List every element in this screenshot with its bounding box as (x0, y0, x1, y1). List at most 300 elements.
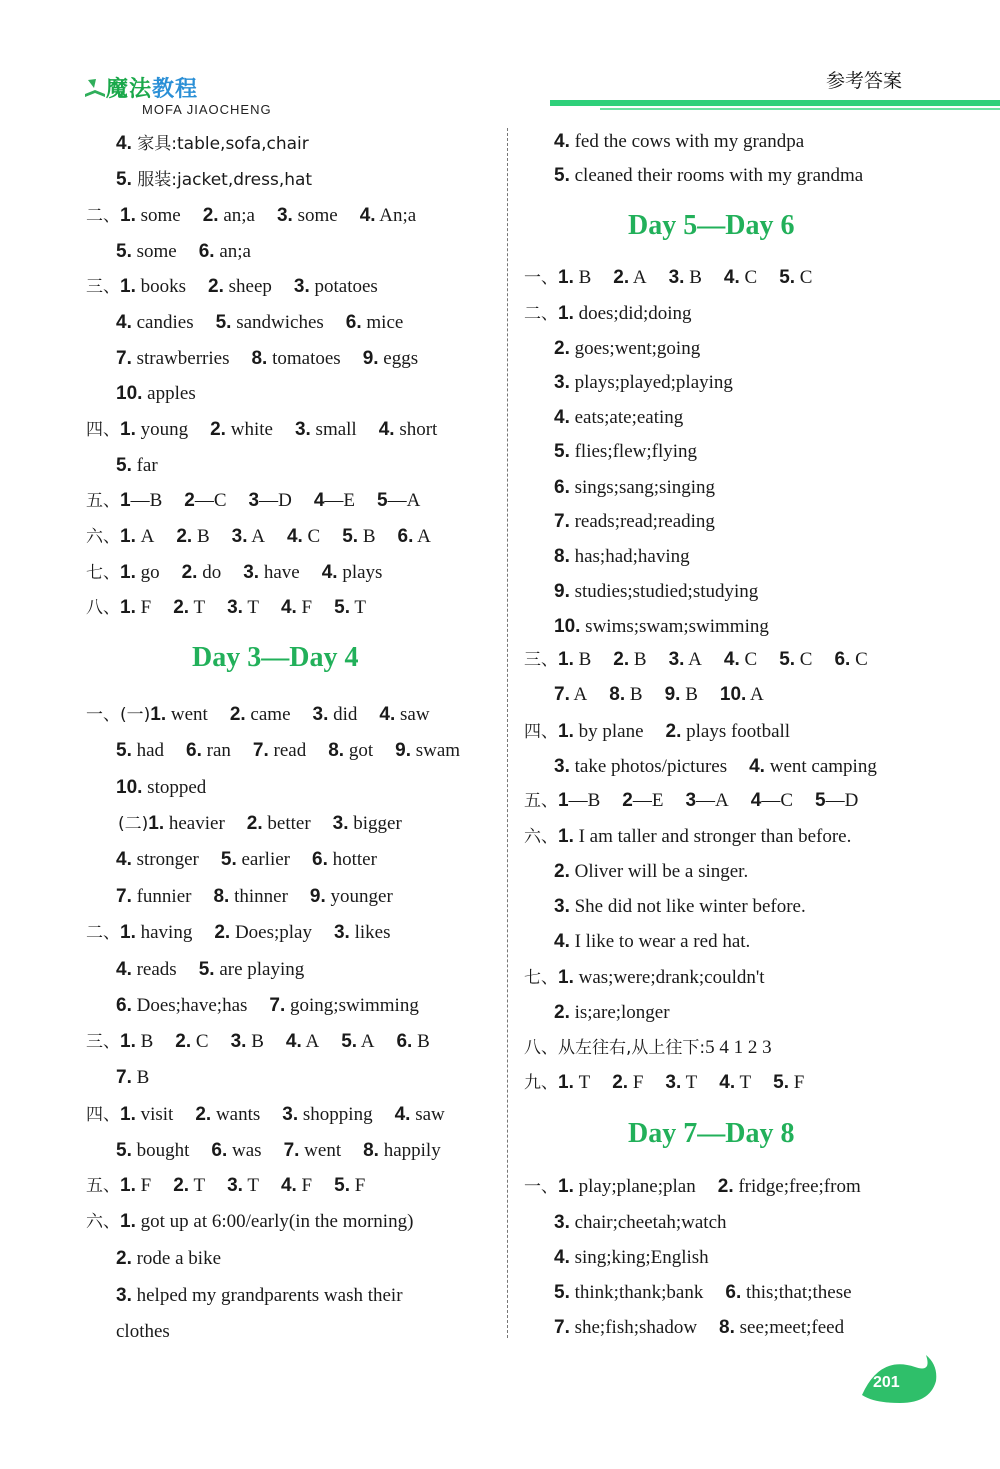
question-number: 四、 (524, 722, 558, 742)
answer-text: T (573, 1072, 591, 1093)
item-number: 4. (554, 131, 570, 152)
item-number: 2. (665, 721, 682, 742)
section-title: 参考答案 (826, 70, 903, 92)
answer-line (554, 337, 700, 361)
item-number: 3. (227, 597, 243, 618)
answer-text: C (302, 526, 321, 547)
item-number: 6. (116, 995, 132, 1016)
answer-text: —E (324, 490, 356, 511)
day-heading: Day 3—Day 4 (192, 642, 359, 673)
answer-line (116, 382, 196, 406)
answer-line (116, 132, 309, 156)
item-number: 6. (554, 477, 570, 498)
answer-text: helped my grandparents wash their (131, 1285, 403, 1306)
item-number: 3 (248, 490, 260, 511)
item-number: 1. (558, 303, 574, 324)
answer-text: wants (211, 1104, 261, 1125)
item-number: 8. (213, 886, 230, 907)
item-number: 3. (554, 896, 570, 917)
item-number: 2. (210, 419, 226, 440)
answer-line (116, 240, 251, 264)
item-number: 3. (276, 205, 293, 226)
answer-line (86, 525, 431, 549)
answer-line (116, 1284, 403, 1308)
answer-line (116, 776, 206, 800)
answer-text: some (292, 205, 338, 226)
answer-text: clothes (116, 1321, 170, 1342)
question-number: 一、(一) (86, 705, 151, 725)
item-number: 2. (554, 1002, 570, 1023)
item-number: 5. (220, 849, 237, 870)
answer-text: cleaned their rooms with my grandma (569, 165, 864, 186)
answer-text: bigger (348, 813, 402, 834)
answer-text: plays (337, 562, 383, 583)
question-number: 八、从左往右,从上往下: (524, 1038, 706, 1058)
item-number: 4. (394, 1104, 411, 1125)
item-number: 5. (773, 1072, 790, 1093)
answer-text: —C (194, 490, 227, 511)
answer-text: 5 4 1 2 3 (705, 1037, 772, 1058)
answer-text: an;a (214, 241, 251, 262)
answer-text: are playing (214, 959, 305, 980)
answer-text: B (629, 649, 647, 670)
item-number: 3. (294, 419, 311, 440)
answer-text: —E (632, 790, 664, 811)
item-number: 5. (116, 169, 132, 190)
item-number: 5. (334, 1175, 350, 1196)
item-number: 5. (116, 241, 132, 262)
answer-text: C (850, 649, 868, 670)
item-number: 4. (554, 407, 570, 428)
answer-text: rode a bike (131, 1248, 222, 1269)
answer-text: A (569, 684, 588, 705)
item-number: 6. (834, 649, 851, 670)
item-number: 1. (120, 562, 136, 583)
answer-text: stronger (131, 849, 199, 870)
question-number: 六、 (86, 527, 120, 547)
answer-line (524, 1036, 772, 1060)
answer-text: got (344, 740, 374, 761)
answer-text: F (628, 1072, 644, 1093)
answer-line (116, 311, 403, 335)
item-number: 7. (252, 740, 269, 761)
answer-text: see;meet;feed (734, 1317, 845, 1338)
answer-text: tomatoes (267, 348, 341, 369)
answer-text: —D (825, 790, 859, 811)
answer-text: swam (410, 740, 461, 761)
question-number: 五、 (86, 491, 120, 511)
answer-text: C (795, 267, 813, 288)
item-number: 6. (186, 740, 202, 761)
answer-line (554, 580, 758, 604)
answer-text: F (135, 597, 152, 618)
question-number: (二) (118, 814, 149, 834)
answer-text: studies;studied;studying (569, 581, 759, 602)
item-number: 7. (554, 1317, 570, 1338)
answer-text: chair;cheetah;watch (569, 1212, 727, 1233)
answer-line (118, 812, 402, 836)
answer-text: had (131, 740, 165, 761)
answer-text: she;fish;shadow (569, 1317, 698, 1338)
question-number: 六、 (524, 827, 558, 847)
item-number: 1. (120, 205, 136, 226)
item-number: 1. (120, 1211, 136, 1232)
answer-text: fridge;free;from (733, 1176, 861, 1197)
item-number: 7. (554, 511, 570, 532)
question-number: 四、 (86, 1105, 120, 1125)
answer-text: B (358, 526, 376, 547)
answer-text: T (242, 1175, 259, 1196)
item-number: 1. (120, 1104, 136, 1125)
answer-text: saw (410, 1104, 445, 1125)
answer-text: got up at 6:00/early(in the morning) (135, 1211, 414, 1232)
item-number: 4. (723, 649, 740, 670)
item-number: 7. (116, 348, 132, 369)
item-number: 7. (283, 1140, 300, 1161)
answer-text: visit (135, 1104, 174, 1125)
item-number: 9. (554, 581, 570, 602)
item-number: 10. (554, 616, 581, 637)
answer-text: B (625, 684, 643, 705)
item-number: 4. (359, 205, 376, 226)
answer-line (554, 510, 715, 534)
question-number: 一、 (524, 1177, 558, 1197)
item-number: 4 (750, 790, 762, 811)
item-number: 5. (334, 597, 350, 618)
answer-line (116, 848, 377, 872)
answer-text: is;are;longer (569, 1002, 670, 1023)
page-number-badge (860, 1345, 940, 1405)
answer-text: potatoes (309, 276, 378, 297)
item-number: 5. (341, 1031, 358, 1052)
answer-line (86, 703, 430, 727)
item-number: 8. (609, 684, 626, 705)
item-number: 4. (116, 133, 132, 154)
answer-line (86, 418, 437, 442)
answer-line (86, 489, 420, 513)
answer-text: books (135, 276, 187, 297)
question-number: 三、 (86, 277, 120, 297)
answer-line (116, 347, 418, 371)
answer-line (554, 1001, 670, 1025)
item-number: 8. (251, 348, 268, 369)
answer-text: shopping (298, 1104, 373, 1125)
answer-line (524, 1071, 804, 1095)
answer-text: C (739, 267, 758, 288)
question-number: 八、 (86, 598, 120, 618)
answer-line (116, 739, 460, 763)
answer-line (116, 1139, 441, 1163)
answer-line (554, 930, 750, 954)
item-number: 5. (554, 165, 570, 186)
answer-text: C (191, 1031, 209, 1052)
item-number: 3. (554, 1212, 570, 1233)
item-number: 3. (243, 562, 260, 583)
item-number: 3 (685, 790, 697, 811)
answer-text: T (242, 597, 259, 618)
item-number: 5. (116, 1140, 132, 1161)
item-number: 6. (345, 312, 362, 333)
answer-text: by plane (573, 721, 644, 742)
item-number: 5. (779, 649, 796, 670)
answer-text: B (192, 526, 210, 547)
answer-line (554, 755, 877, 779)
answer-text: do (197, 562, 222, 583)
answer-text: A (684, 649, 702, 670)
item-number: 5. (554, 1282, 570, 1303)
item-number: 3. (668, 267, 685, 288)
item-number: 9. (309, 886, 326, 907)
answer-text: B (131, 1067, 150, 1088)
item-number: 2. (554, 861, 570, 882)
item-number: 8. (719, 1317, 735, 1338)
item-number: 4. (116, 849, 132, 870)
header-divider-thin (600, 108, 1000, 110)
item-number: 1. (558, 967, 574, 988)
answer-line (86, 275, 378, 299)
item-number: 7. (269, 995, 286, 1016)
answer-text: F (135, 1175, 152, 1196)
question-number: 二、 (86, 206, 120, 226)
item-number: 3. (116, 1285, 132, 1306)
question-number: 三、 (524, 650, 558, 670)
question-number: 五、 (524, 791, 558, 811)
answer-text: small (310, 419, 357, 440)
answer-text: flies;flew;flying (569, 441, 698, 462)
item-number: 1. (120, 1175, 136, 1196)
item-number: 2. (175, 1031, 192, 1052)
item-number: 7. (116, 1067, 132, 1088)
item-number: 4. (321, 562, 338, 583)
answer-line (86, 204, 416, 228)
item-number: 4. (116, 312, 132, 333)
item-number: 2. (176, 526, 193, 547)
answer-text: reads;read;reading (569, 511, 715, 532)
answer-text: an;a (218, 205, 255, 226)
item-number: 2. (613, 267, 630, 288)
item-number: 2. (208, 276, 224, 297)
answer-text: goes;went;going (569, 338, 701, 359)
answer-text: C (739, 649, 758, 670)
answer-line (116, 958, 304, 982)
item-number: 5. (116, 455, 132, 476)
item-number: 3. (333, 922, 350, 943)
answer-text: sings;sang;singing (569, 477, 716, 498)
answer-line (554, 545, 690, 569)
logo-pinyin: MOFA JIAOCHENG (142, 102, 272, 117)
answer-text: having (135, 922, 193, 943)
answer-line (116, 454, 158, 478)
answer-text: bought (131, 1140, 190, 1161)
item-number: 4. (719, 1072, 736, 1093)
answer-line (554, 440, 697, 464)
item-number: 2. (195, 1104, 212, 1125)
answer-text: T (735, 1072, 752, 1093)
item-number: 6. (396, 1031, 413, 1052)
answer-text: heavier (164, 813, 225, 834)
item-number: 2. (202, 205, 219, 226)
answer-line (554, 164, 863, 188)
answer-text: A (135, 526, 155, 547)
answer-text: Does;play (230, 922, 312, 943)
item-number: 1. (558, 649, 574, 670)
answer-line (86, 1174, 365, 1198)
answer-text: came (245, 704, 291, 725)
item-number: 5 (377, 490, 388, 511)
item-number: 1 (120, 490, 131, 511)
answer-text: thinner (229, 886, 288, 907)
item-number: 4 (313, 490, 325, 511)
item-number: 1. (120, 597, 136, 618)
question-number: 二、 (86, 923, 120, 943)
item-number: 3. (282, 1104, 299, 1125)
answer-line (116, 1320, 170, 1344)
answer-text: A (413, 526, 431, 547)
answer-text: happily (378, 1140, 441, 1161)
answer-text: go (135, 562, 160, 583)
item-number: 3. (231, 526, 248, 547)
question-number: 六、 (86, 1212, 120, 1232)
item-number: 2. (214, 922, 231, 943)
answer-text: earlier (236, 849, 290, 870)
item-number: 5. (198, 959, 215, 980)
item-number: 5. (342, 526, 359, 547)
item-number: 4. (285, 1031, 302, 1052)
item-number: 5. (116, 740, 132, 761)
question-number: 四、 (86, 420, 120, 440)
answer-text: went camping (764, 756, 877, 777)
answer-line (524, 648, 868, 672)
answer-line (554, 895, 806, 919)
answer-text: stopped (142, 777, 207, 798)
answer-text: plays;played;playing (569, 372, 733, 393)
answer-line (86, 561, 382, 585)
answer-text: An;a (375, 205, 417, 226)
answer-text: Does;have;has (131, 995, 248, 1016)
answer-text: sandwiches (231, 312, 324, 333)
question-number: 二、 (524, 304, 558, 324)
item-number: 4. (379, 704, 396, 725)
item-number: 5 (815, 790, 826, 811)
answer-line (86, 1030, 430, 1054)
logo-chinese: 魔法教程 (106, 77, 199, 102)
answer-text: B (412, 1031, 430, 1052)
item-number: 2. (173, 597, 190, 618)
answer-line (524, 966, 765, 990)
answer-text: B (680, 684, 698, 705)
item-number: 1. (558, 721, 574, 742)
item-number: 5. (215, 312, 232, 333)
answer-text: younger (325, 886, 393, 907)
item-number: 2. (181, 562, 198, 583)
answer-text: plays football (681, 721, 791, 742)
answer-text: went (299, 1140, 342, 1161)
answer-line (524, 266, 812, 290)
item-number: 3. (332, 813, 349, 834)
answer-text: have (259, 562, 300, 583)
question-number: 九、 (524, 1073, 558, 1093)
answer-text: strawberries (131, 348, 230, 369)
item-number: 3. (230, 1031, 247, 1052)
item-number: 6. (397, 526, 414, 547)
item-number: 4. (280, 1175, 297, 1196)
answer-line (116, 1247, 221, 1271)
answer-line (554, 860, 748, 884)
answer-text: T (189, 597, 206, 618)
answer-text: ran (201, 740, 231, 761)
answer-text: going;swimming (285, 995, 419, 1016)
item-number: 5. (554, 441, 570, 462)
answer-text: I am taller and stronger than before. (573, 826, 852, 847)
column-divider (507, 128, 508, 1338)
item-number: 2 (622, 790, 633, 811)
item-number: 2. (173, 1175, 190, 1196)
answer-line (86, 596, 366, 620)
item-number: 2 (184, 490, 195, 511)
answer-text: was;were;drank;couldn't (573, 967, 765, 988)
item-number: 8. (328, 740, 345, 761)
question-number: 一、 (524, 268, 558, 288)
answer-text: A (629, 267, 647, 288)
answer-text: —B (568, 790, 601, 811)
item-number: 7. (554, 684, 570, 705)
item-number: 6. (725, 1282, 742, 1303)
item-number: 1. (120, 276, 136, 297)
item-number: 4. (280, 597, 297, 618)
answer-text: play;plane;plan (573, 1176, 696, 1197)
item-number: 10. (719, 684, 747, 705)
day-heading: Day 5—Day 6 (628, 210, 795, 241)
answer-text: A (357, 1031, 375, 1052)
answer-text: read (268, 740, 307, 761)
answer-line (554, 1246, 709, 1270)
answer-line (524, 789, 858, 813)
item-number: 4. (286, 526, 303, 547)
header-divider (550, 100, 1000, 106)
answer-text: young (135, 419, 189, 440)
answer-text: T (681, 1072, 698, 1093)
answer-text: B (684, 267, 702, 288)
answer-text: fed the cows with my grandpa (569, 131, 805, 152)
answer-line (554, 683, 764, 707)
item-number: 1. (150, 704, 167, 725)
answer-text: sheep (223, 276, 272, 297)
item-number: 1. (120, 1031, 136, 1052)
item-number: 10. (116, 777, 143, 798)
answer-text: —A (696, 790, 729, 811)
answer-text: short (394, 419, 438, 440)
item-number: 3. (668, 649, 685, 670)
answer-text: She did not like winter before. (569, 896, 806, 917)
item-number: 8. (554, 546, 570, 567)
answer-text: went (166, 704, 208, 725)
answer-text: sing;king;English (569, 1247, 709, 1268)
answer-text: candies (131, 312, 194, 333)
item-number: 2. (116, 1248, 132, 1269)
item-number: 2. (246, 813, 263, 834)
answer-text: Oliver will be a singer. (569, 861, 749, 882)
answer-text: take photos/pictures (569, 756, 728, 777)
answer-line (524, 302, 692, 326)
answer-line (554, 406, 683, 430)
answer-text: has;had;having (569, 546, 690, 567)
answer-text: far (131, 455, 158, 476)
answer-line (554, 1281, 852, 1305)
answer-text: mice (361, 312, 404, 333)
answer-text: reads (131, 959, 177, 980)
answer-text: I like to wear a red hat. (569, 931, 751, 952)
answer-text: does;did;doing (573, 303, 692, 324)
